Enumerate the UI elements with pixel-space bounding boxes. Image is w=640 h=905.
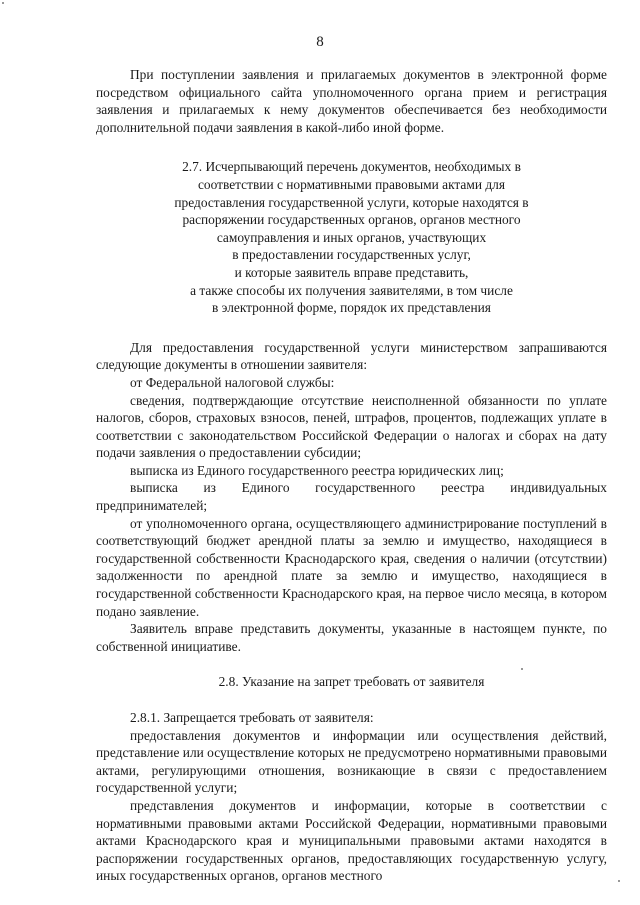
heading-line: распоряжении государственных органов, органов местного: [182, 212, 521, 228]
section-2-8-paragraph-3: представления документов и информации, которые в соответствии с нормативными правовыми актами Российской Федерации, нормативными правовыми актами Краснодарского края и муниципальными правовыми актами находятся в распоряжении государственных органов, предоставляющих государственную услугу, иных государственных органов, органов местного: [96, 797, 607, 884]
heading-line: 2.8. Указание на запрет требовать от заявителя: [218, 674, 485, 690]
section-2-7-paragraph-4: выписка из Единого государственного реестра юридических лиц;: [130, 462, 504, 478]
heading-line: самоуправления и иных органов, участвующих: [216, 229, 487, 245]
heading-line: 2.7. Исчерпывающий перечень документов, необходимых в: [182, 159, 521, 175]
heading-line: соответствии с нормативными правовыми актами для: [197, 176, 506, 192]
heading-line: и которые заявитель вправе представить,: [234, 264, 469, 280]
heading-line: а также способы их получения заявителями, в том числе: [190, 282, 513, 298]
section-2-7-heading: [96, 158, 607, 316]
section-2-7-paragraph-7: Заявитель вправе представить документы, указанные в настоящем пункте, по собственной инициативе.: [96, 621, 607, 654]
scan-speck: [618, 880, 620, 882]
section-2-8-heading: [96, 673, 607, 691]
section-2-7-paragraph-6: от уполномоченного органа, осуществляющего администрирование поступлений в соответствующий бюджет арендной платы за землю и имущество, находящиеся в государственной собственности Краснодарского края, сведения о наличии (отсутствии) задолженности по арендной плате за землю и имущество, находящиеся в государственной собственности Краснодарского края, на первое число месяца, в котором подано заявление.: [96, 515, 607, 619]
section-2-8-paragraph-1: 2.8.1. Запрещается требовать от заявителя:: [130, 710, 374, 725]
section-2-7-paragraph-5: выписка из Единого государственного реестра индивидуальных предпринимателей;: [96, 480, 607, 514]
section-2-8-paragraph-2: предоставления документов и информации или осуществления действий, представление или осуществление которых не предусмотрено нормативными правовыми актами, регулирующими отношения, возникающие в связи с предоставлением государственной услуги;: [96, 727, 607, 796]
heading-line: в электронной форме, порядок их представления: [212, 300, 491, 316]
heading-line: в предоставлении государственных услуг,: [232, 247, 471, 263]
document-body: [96, 66, 607, 885]
heading-line: предоставления государственной услуги, которые находятся в: [174, 194, 529, 210]
section-2-7-paragraph-3: сведения, подтверждающие отсутствие неисполненной обязанности по уплате налогов, сборов, страховых взносов, пеней, штрафов, процентов, подлежащих уплате в соответствии с законодательством Российской Федерации о налогах и сборах на дату подачи заявления о предоставлении субсидии;: [96, 392, 607, 461]
section-2-7-paragraph-1: Для предоставления государственной услуги министерством запрашиваются следующие документы в отношении заявителя:: [96, 339, 607, 373]
intro-paragraph: При поступлении заявления и прилагаемых документов в электронной форме посредством официального сайта уполномоченного органа прием и регистрация заявления и прилагаемых к нему документов обеспечивается без необходимости дополнительной подачи заявления в какой-либо иной форме.: [96, 67, 607, 135]
page-number: 8: [316, 34, 324, 50]
section-2-7-paragraph-2: от Федеральной налоговой службы:: [130, 374, 335, 390]
scan-speck: [521, 668, 523, 670]
scan-speck: [2, 2, 4, 4]
